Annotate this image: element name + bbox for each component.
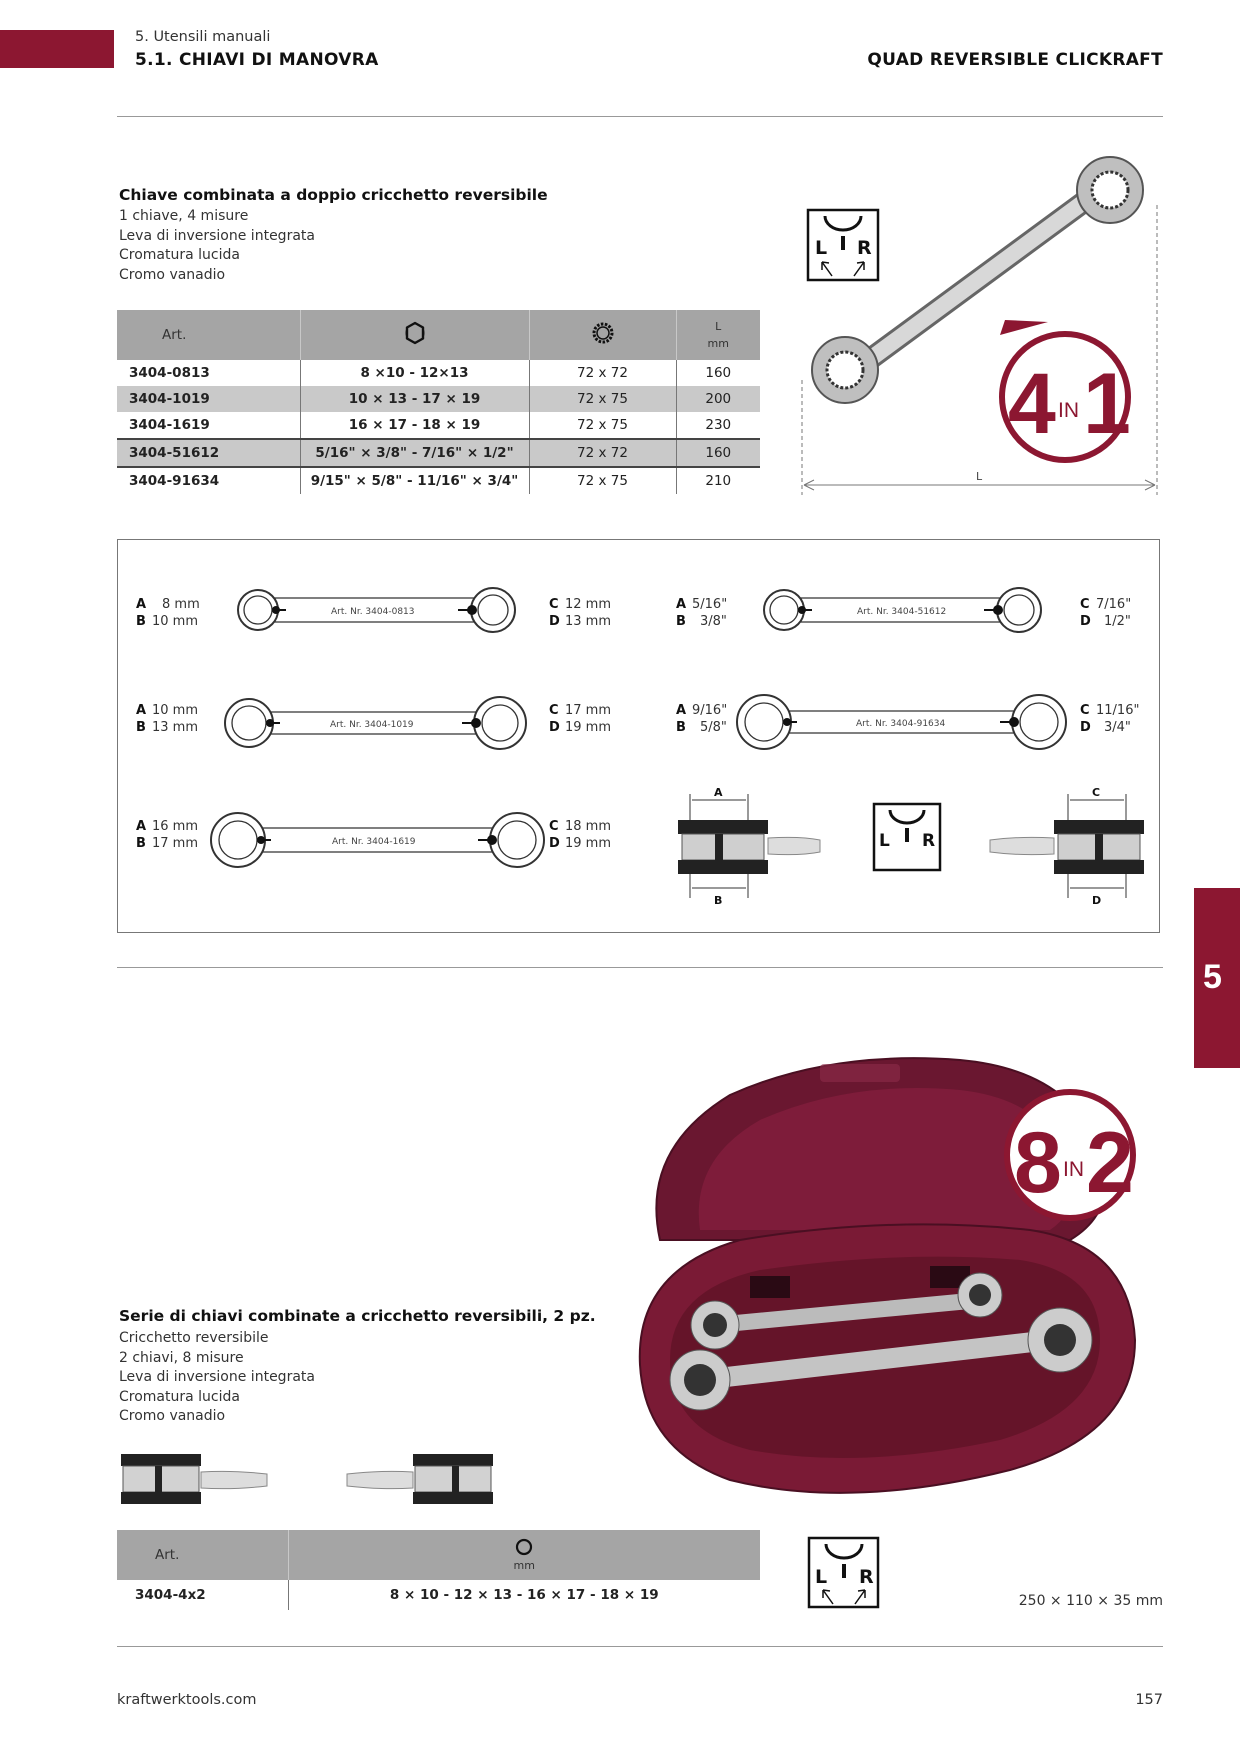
product1-features [119,207,315,285]
wrench-4-drawing [762,582,1042,638]
table-row: 3404-4x2 8 × 10 - 12 × 13 - 16 × 17 - 18 × 19 [117,1580,760,1610]
product2-title: Serie di chiavi combinate a cricchetto reversibili, 2 pz. [119,1307,596,1325]
feature-item: Cromatura lucida [119,1388,240,1405]
dim-l-label: L [976,470,983,483]
table-row: 3404-51612 5/16" × 3/8" - 7/16" × 1/2" 72 x 72 160 [117,439,760,467]
wrench-4-cd: C 7/16" D 1/2" [1080,597,1132,629]
wrench-3-cd: C 18 mm D 19 mm [549,819,612,851]
feature-item: Cromo vanadio [119,1408,226,1424]
art-nr-label: Art. Nr. 3404-1019 [330,720,414,730]
header-divider [117,116,1163,117]
wrench-1-cd: C 12 mm D 13 mm [549,597,612,629]
product2-features [119,1329,315,1427]
feature-item: Cromo vanadio [119,266,226,283]
header-right-title: QUAD REVERSIBLE CLICKRAFT [867,50,1163,70]
table-header-row [117,310,760,360]
wrench-5-ab: A 9/16" B 5/8" [676,703,728,735]
table-row: 3404-1019 10 × 13 - 17 × 19 72 x 75 200 [117,386,760,412]
table-header-row [117,1530,760,1580]
side-profile-views [670,780,1150,910]
header-section: 5. Utensili manuali [135,29,271,45]
feature-item: 2 chiavi, 8 misure [119,1349,244,1366]
feature-item: Leva di inversione integrata [119,227,315,244]
svg-text:R: R [859,1566,874,1588]
profile-left [678,786,820,907]
wrench-2-drawing [222,692,527,754]
case-dimensions: 250 × 110 × 35 mm [1018,1593,1163,1609]
svg-text:D: D [1092,894,1102,907]
lr-direction-icon-small [874,804,940,870]
product2-case-image [630,1040,1150,1515]
feature-item: Leva di inversione integrata [119,1369,315,1385]
svg-text:R: R [922,831,936,851]
wrench-3-drawing [208,806,548,874]
footer-page-number: 157 [1135,1692,1163,1708]
feature-item: Cromatura lucida [119,247,240,263]
feature-item: 1 chiave, 4 misure [119,208,249,224]
product2-table [117,1530,760,1610]
art-nr-label: Art. Nr. 3404-51612 [857,607,947,617]
product1-table [117,310,760,494]
svg-text:B: B [714,894,723,907]
badge-number-left: 4 [1008,356,1056,452]
col-ring-icon [300,310,529,360]
4in1-badge [1000,320,1131,460]
lr-direction-icon [808,210,878,280]
wrench-1-drawing [236,582,516,638]
wrench-1-ab: A 8 mm B 10 mm [136,597,200,629]
badge-in: IN [1058,399,1079,422]
wrench-5-drawing [734,689,1070,755]
feature-item: Cricchetto reversibile [119,1330,269,1346]
product1-image [800,150,1170,500]
section-divider [117,967,1163,968]
art-nr-label: Art. Nr. 3404-91634 [856,719,946,729]
footer-website[interactable]: kraftwerktools.com [117,1692,257,1708]
lr-icon-r: R [857,237,872,259]
art-nr-label: Art. Nr. 3404-0813 [331,607,415,617]
chapter-tab-number: 5 [1203,958,1222,996]
badge-in: IN [1063,1158,1084,1181]
wrench-5-cd: C 11/16" D 3/4" [1080,703,1140,735]
table-row: 3404-91634 9/15" × 5/8" - 11/16" × 3/4" 72 x 75 210 [117,467,760,494]
hex-ring-icon [402,320,428,346]
badge-number-left: 8 [1014,1115,1062,1211]
table-row: 3404-0813 8 ×10 - 12×13 72 x 72 160 [117,360,760,386]
wrench-4-ab: A 5/16" B 3/8" [676,597,728,629]
footer-divider [117,1646,1163,1647]
lr-direction-icon [807,1536,881,1610]
wrench-2-cd: C 17 mm D 19 mm [549,703,612,735]
badge-number-right: 1 [1083,356,1131,452]
wrench-2-ab: A 10 mm B 13 mm [136,703,199,735]
product1-title: Chiave combinata a doppio cricchetto reversibile [119,186,548,204]
table-row: 3404-1619 16 × 17 - 18 × 19 72 x 75 230 [117,412,760,439]
svg-text:C: C [1092,786,1101,799]
col-length: L mm [676,310,760,360]
product2-profile-views [117,1450,497,1512]
col-ring: mm [288,1530,760,1580]
badge-number-right: 2 [1086,1115,1134,1211]
col-ratchet-icon [529,310,676,360]
col-art: Art. [117,310,300,360]
lr-icon-l: L [815,237,828,259]
svg-text:L: L [879,831,890,851]
header-subsection: 5.1. CHIAVI DI MANOVRA [135,50,379,70]
8in2-badge [1007,1092,1134,1218]
wrench-3-ab: A 16 mm B 17 mm [136,819,199,851]
header-accent-bar [0,30,114,68]
art-nr-label: Art. Nr. 3404-1619 [332,837,416,847]
ring-icon [514,1538,534,1556]
ratchet-gear-icon [590,320,616,346]
svg-text:L: L [815,1566,828,1588]
profile-right [990,786,1144,907]
col-art: Art. [117,1530,288,1580]
svg-text:A: A [714,786,723,799]
